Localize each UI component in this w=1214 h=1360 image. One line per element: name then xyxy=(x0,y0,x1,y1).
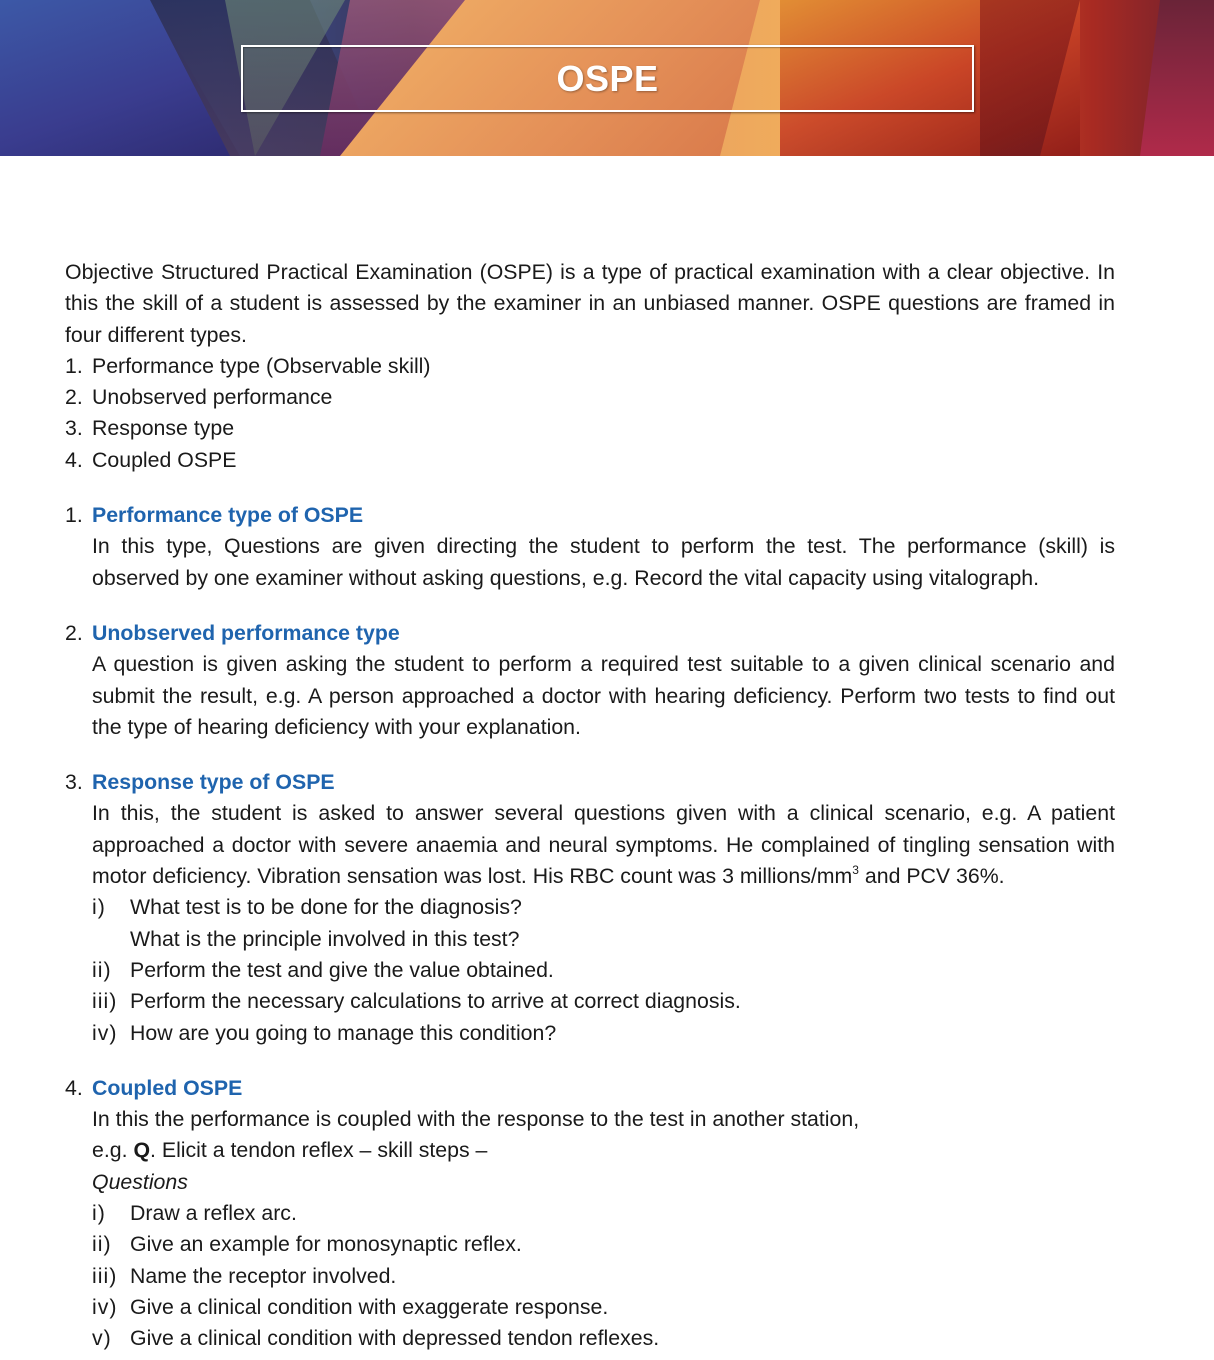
question-item xyxy=(65,986,1115,1017)
header-banner xyxy=(0,0,1214,156)
section-performance-type xyxy=(65,500,1115,594)
question-numeral: i) xyxy=(92,895,106,920)
example-text: . Elicit a tendon reflex – skill steps – xyxy=(150,1138,488,1163)
list-number: 2. xyxy=(65,385,83,410)
list-item xyxy=(65,382,1115,413)
title-frame xyxy=(241,45,974,112)
question-numeral: iii) xyxy=(92,989,118,1014)
example-line xyxy=(65,1135,1115,1166)
question-item xyxy=(65,892,1115,923)
list-number: 1. xyxy=(65,353,83,378)
body-text: In this, the student is asked to answer several questions given with a clinical scenario, e.g. A patient approached a doctor with severe anaemia and neural symptoms. He complained of tingling sensation with motor deficiency. Vibration sensation was lost. His RBC count was 3 millions/mm xyxy=(92,801,1115,889)
list-item xyxy=(65,351,1115,382)
section-heading xyxy=(65,767,1115,798)
question-continuation: What is the principle involved in this test? xyxy=(130,926,520,951)
section-unobserved-performance xyxy=(65,618,1115,743)
section-title: Response type of OSPE xyxy=(92,770,335,795)
question-text: Give a clinical condition with exaggerate response. xyxy=(130,1294,609,1319)
list-label: Performance type (Observable skill) xyxy=(92,353,431,378)
list-label: Response type xyxy=(92,416,235,441)
section-title: Coupled OSPE xyxy=(92,1075,243,1100)
section-title: Performance type of OSPE xyxy=(92,503,364,528)
question-numeral: iv) xyxy=(92,1294,118,1319)
question-numeral: iii) xyxy=(92,1263,118,1288)
section-coupled-ospe xyxy=(65,1073,1115,1355)
question-item xyxy=(65,1323,1115,1354)
question-item xyxy=(65,1229,1115,1260)
list-item xyxy=(65,445,1115,476)
document-body xyxy=(65,257,1115,1355)
list-number: 3. xyxy=(65,416,83,441)
intro-paragraph: Objective Structured Practical Examination (OSPE) is a type of practical examination with a clear objective. In this the skill of a student is assessed by the examiner in an unbiased manner. OSPE questions are framed in four different types. xyxy=(65,260,1115,347)
section-number: 3. xyxy=(65,770,83,795)
page-title: OSPE xyxy=(556,57,659,99)
question-text: Give a clinical condition with depressed tendon reflexes. xyxy=(130,1326,660,1351)
section-body: In this the performance is coupled with the response to the test in another station, xyxy=(92,1107,860,1132)
question-text: How are you going to manage this condition? xyxy=(130,1020,557,1045)
banner-decoration xyxy=(1060,0,1214,156)
question-text: Name the receptor involved. xyxy=(130,1263,397,1288)
superscript: 3 xyxy=(852,863,859,878)
example-q-label: Q xyxy=(133,1138,151,1163)
question-text: Draw a reflex arc. xyxy=(130,1201,297,1226)
section-heading xyxy=(65,500,1115,531)
section-number: 2. xyxy=(65,620,83,645)
section-heading xyxy=(65,618,1115,649)
question-numeral: i) xyxy=(92,1201,106,1226)
body-text: and PCV 36%. xyxy=(858,864,1005,889)
question-item xyxy=(65,1292,1115,1323)
section-number: 1. xyxy=(65,503,83,528)
section-body xyxy=(65,798,1115,892)
list-item xyxy=(65,413,1115,444)
section-heading xyxy=(65,1073,1115,1104)
list-label: Coupled OSPE xyxy=(92,447,237,472)
question-item xyxy=(65,1198,1115,1229)
list-label: Unobserved performance xyxy=(92,385,333,410)
question-numeral: v) xyxy=(92,1326,112,1351)
question-item xyxy=(65,1261,1115,1292)
section-number: 4. xyxy=(65,1075,83,1100)
types-list xyxy=(65,351,1115,476)
question-numeral: ii) xyxy=(92,957,112,982)
section-title: Unobserved performance type xyxy=(92,620,400,645)
section-response-type xyxy=(65,767,1115,1049)
question-text: Perform the test and give the value obtained. xyxy=(130,957,554,982)
question-numeral: iv) xyxy=(92,1020,118,1045)
questions-label: Questions xyxy=(92,1169,188,1194)
section-body: In this type, Questions are given directing the student to perform the test. The performance (skill) is observed by one examiner without asking questions, e.g. Record the vital capacity using vitalograph. xyxy=(92,534,1115,590)
question-item xyxy=(65,1018,1115,1049)
question-text: Give an example for monosynaptic reflex. xyxy=(130,1232,522,1257)
question-numeral: ii) xyxy=(92,1232,112,1257)
section-body: A question is given asking the student to perform a required test suitable to a given clinical scenario and submit the result, e.g. A person approached a doctor with hearing deficiency. Perform two tests to find out the type of hearing deficiency with your explanation. xyxy=(92,652,1115,739)
question-text: What test is to be done for the diagnosis? xyxy=(130,895,522,920)
question-item xyxy=(65,955,1115,986)
example-prefix: e.g. xyxy=(92,1138,134,1163)
question-text: Perform the necessary calculations to arrive at correct diagnosis. xyxy=(130,989,741,1014)
list-number: 4. xyxy=(65,447,83,472)
